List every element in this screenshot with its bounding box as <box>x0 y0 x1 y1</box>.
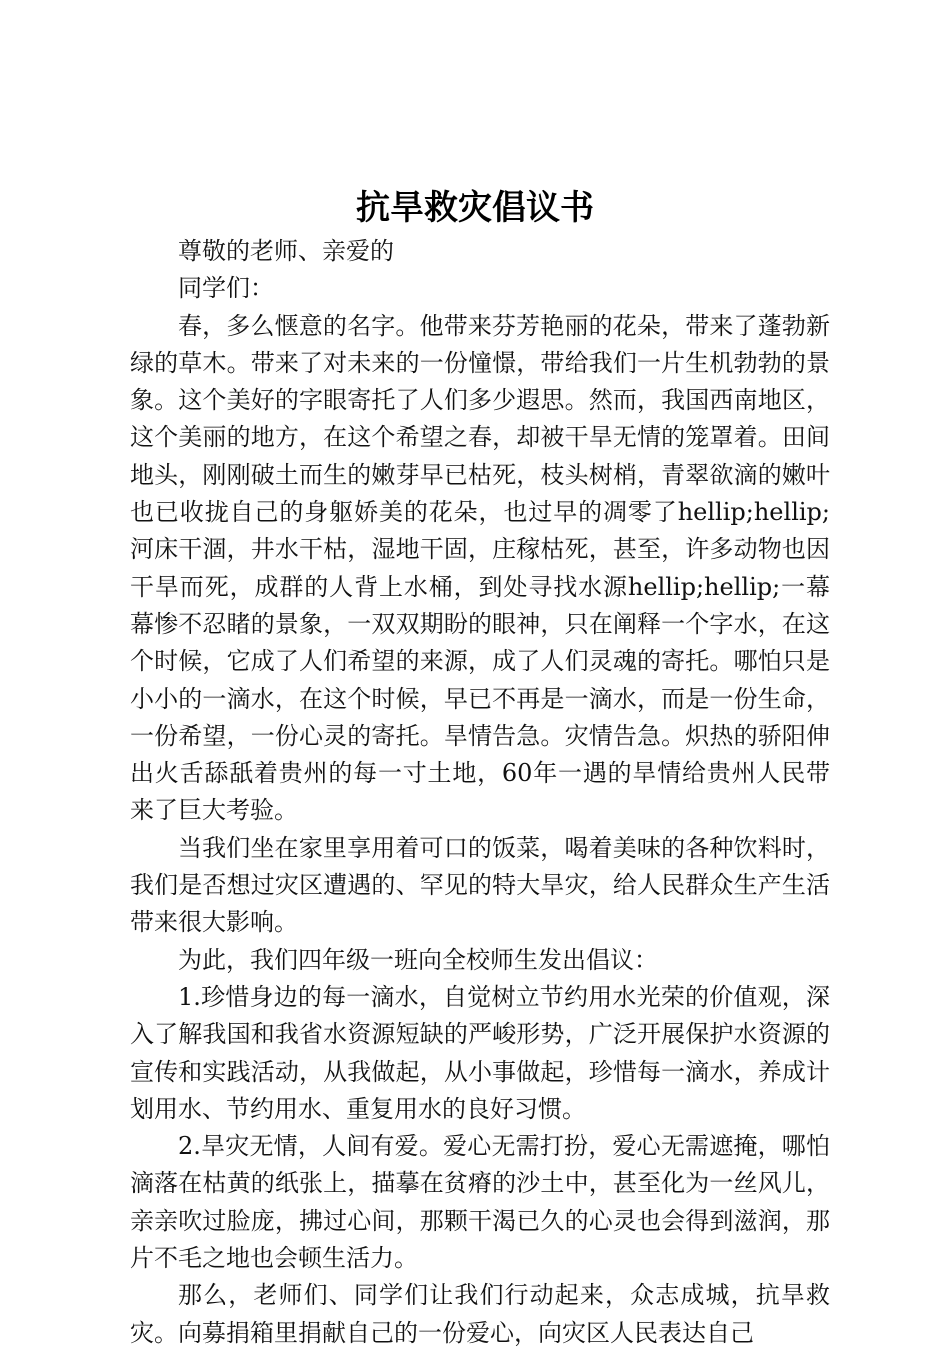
document-body <box>130 233 830 1352</box>
paragraph-reflection: 当我们坐在家里享用着可口的饭菜，喝着美味的各种饮料时，我们是否想过灾区遭遇的、罕见的特大旱灾，给人民群众生产生活带来很大影响。 <box>130 833 830 937</box>
salutation-line-1: 尊敬的老师、亲爱的 <box>178 237 394 265</box>
paragraph-proposal-2: 2.旱灾无情，人间有爱。爱心无需打扮，爱心无需遮掩，哪怕滴落在枯黄的纸张上，描摹在贫瘠的沙土中，甚至化为一丝风儿，亲亲吹过脸庞，拂过心间，那颗干渴已久的心灵也会得到滋润，那片不毛之地也会顿生活力。 <box>130 1132 830 1273</box>
paragraph-proposal-1: 1.珍惜身边的每一滴水，自觉树立节约用水光荣的价值观，深入了解我国和我省水资源短缺的严峻形势，广泛开展保护水资源的宣传和实践活动，从我做起，从小事做起，珍惜每一滴水，养成计划用水、节约用水、重复用水的良好习惯。 <box>130 982 830 1123</box>
paragraph-call-to-action: 那么，老师们、同学们让我们行动起来，众志成城，抗旱救灾。向募捐箱里捐献自己的一份爱心，向灾区人民表达自己 <box>130 1281 830 1347</box>
paragraph-intro: 春，多么惬意的名字。他带来芬芳艳丽的花朵，带来了蓬勃新绿的草木。带来了对未来的一份憧憬，带给我们一片生机勃勃的景象。这个美好的字眼寄托了人们多少遐思。然而，我国西南地区，这个美丽的地方，在这个希望之春，却被干旱无情的笼罩着。田间地头，刚刚破土而生的嫩芽早已枯死，枝头树梢，青翠欲滴的嫩叶也已收拢自己的身躯娇美的花朵，也过早的凋零了hellip;hellip;河床干涸，井水干枯，湿地干固，庄稼枯死，甚至，许多动物也因干旱而死，成群的人背上水桶，到处寻找水源hellip;hellip;一幕幕惨不忍睹的景象，一双双期盼的眼神，只在阐释一个字水，在这个时候，它成了人们希望的来源，成了人们灵魂的寄托。哪怕只是小小的一滴水，在这个时候，早已不再是一滴水，而是一份生命，一份希望，一份心灵的寄托。旱情告急。灾情告急。炽热的骄阳伸出火舌舔舐着贵州的每一寸土地，60年一遇的旱情给贵州人民带来了巨大考验。 <box>130 311 830 825</box>
paragraph-proposal-lead: 为此，我们四年级一班向全校师生发出倡议： <box>178 945 658 974</box>
document-title: 抗旱救灾倡议书 <box>356 188 594 228</box>
salutation-line-2: 同学们： <box>178 274 274 303</box>
